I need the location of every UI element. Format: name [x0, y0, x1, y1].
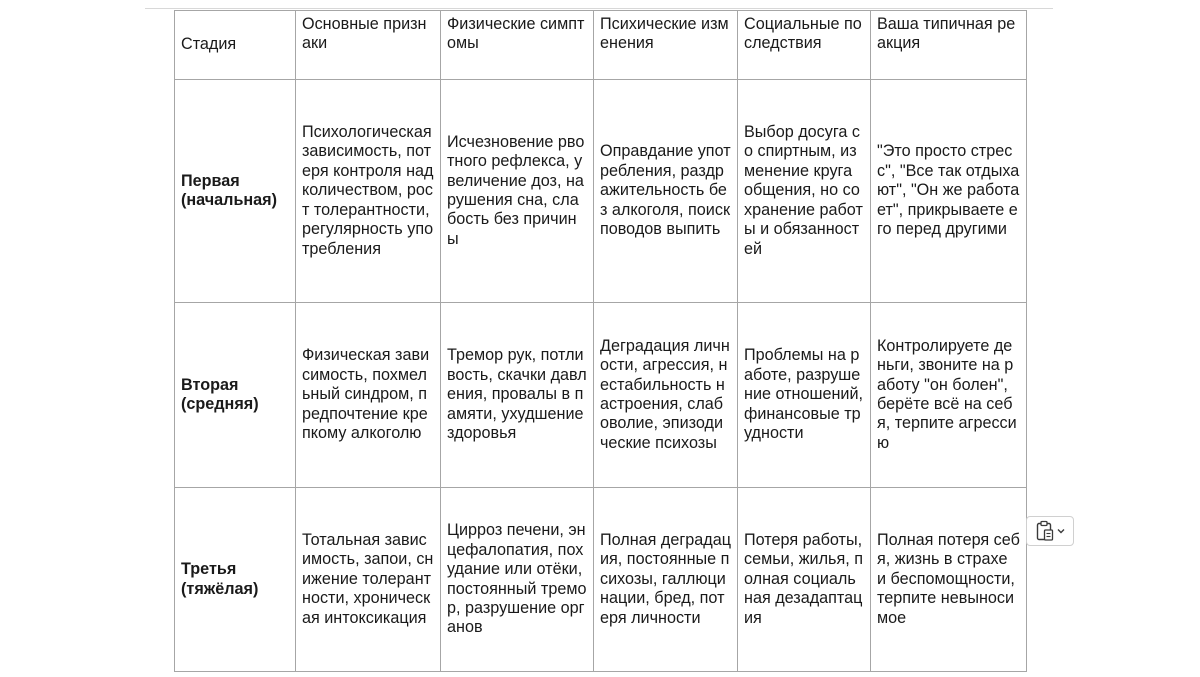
- reaction-cell: Контролируете деньги, звоните на работу "он болен", берёте всё на себя, терпите агрессию: [871, 303, 1027, 488]
- physical-cell: Тремор рук, потливость, скачки давления, провалы в памяти, ухудшение здоровья: [441, 303, 594, 488]
- physical-cell: Цирроз печени, энцефалопатия, похудание или отёки, постоянный тремор, разрушение органов: [441, 488, 594, 672]
- header-signs: Основные признаки: [296, 11, 441, 80]
- table-header-row: [175, 11, 1027, 80]
- stage-cell: Вторая (средняя): [175, 303, 296, 488]
- social-cell: Выбор досуга со спиртным, изменение круга общения, но сохранение работы и обязанностей: [738, 80, 871, 303]
- signs-cell: Тотальная зависимость, запои, снижение толерантности, хроническая интоксикация: [296, 488, 441, 672]
- social-cell: Проблемы на работе, разрушение отношений, финансовые трудности: [738, 303, 871, 488]
- table-row: [175, 303, 1027, 488]
- alcoholism-stages-table: [174, 10, 1027, 672]
- mental-cell: Деградация личности, агрессия, нестабильность настроения, слабоволие, эпизодические психозы: [594, 303, 738, 488]
- mental-cell: Полная деградация, постоянные психозы, галлюцинации, бред, потеря личности: [594, 488, 738, 672]
- signs-cell: Психологическая зависимость, потеря контроля над количеством, рост толерантности, регулярность употребления: [296, 80, 441, 303]
- paste-options-button[interactable]: [1026, 516, 1074, 546]
- header-social: Социальные последствия: [738, 11, 871, 80]
- mental-cell: Оправдание употребления, раздражительность без алкоголя, поиск поводов выпить: [594, 80, 738, 303]
- header-reaction: Ваша типичная реакция: [871, 11, 1027, 80]
- table-row: [175, 488, 1027, 672]
- social-cell: Потеря работы, семьи, жилья, полная социальная дезадаптация: [738, 488, 871, 672]
- page-top-border: [145, 8, 1053, 9]
- signs-cell: Физическая зависимость, похмельный синдром, предпочтение крепкому алкоголю: [296, 303, 441, 488]
- reaction-cell: "Это просто стресс", "Все так отдыхают", "Он же работает", прикрываете его перед другими: [871, 80, 1027, 303]
- stage-cell: Третья (тяжёлая): [175, 488, 296, 672]
- clipboard-icon: [1035, 520, 1055, 542]
- header-physical: Физические симптомы: [441, 11, 594, 80]
- stage-cell: Первая (начальная): [175, 80, 296, 303]
- chevron-down-icon: [1057, 528, 1065, 534]
- header-stage: Стадия: [175, 11, 296, 80]
- reaction-cell: Полная потеря себя, жизнь в страхе и беспомощности, терпите невыносимое: [871, 488, 1027, 672]
- header-mental: Психические изменения: [594, 11, 738, 80]
- physical-cell: Исчезновение рвотного рефлекса, увеличение доз, нарушения сна, слабость без причины: [441, 80, 594, 303]
- table-row: [175, 80, 1027, 303]
